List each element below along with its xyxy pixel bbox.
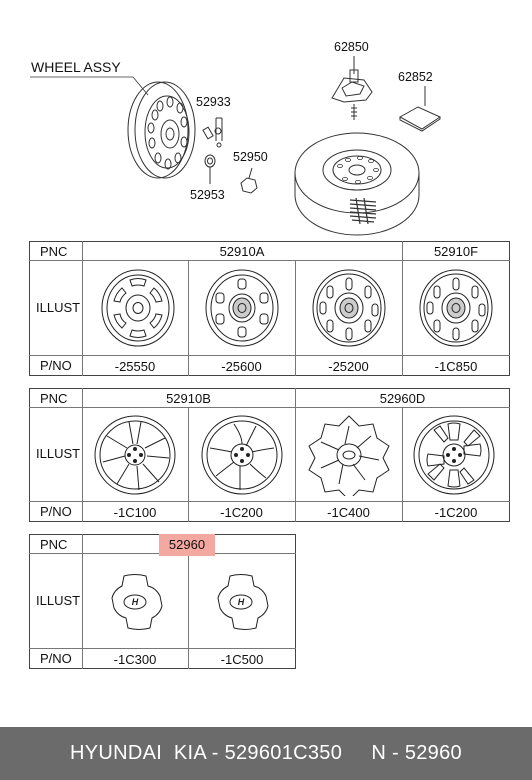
wheel-assy-drawing <box>0 0 532 240</box>
wheel-illust-1C200-b <box>412 414 496 496</box>
pnc-52910B: 52910B <box>166 391 211 406</box>
pnc-52910A: 52910A <box>219 244 265 259</box>
callout-52933: 52933 <box>196 95 231 109</box>
callout-62850: 62850 <box>334 40 369 54</box>
pno-25550: -25550 <box>114 359 156 374</box>
pno-1C400: -1C400 <box>327 505 370 520</box>
pno-label-t1: P/NO <box>40 358 72 373</box>
pnc-label-t1: PNC <box>40 244 68 259</box>
pnc-52910F: 52910F <box>433 244 479 259</box>
pnc-52960-highlight: 52960 <box>159 534 215 556</box>
svg-text:H: H <box>131 597 139 607</box>
pno-1C500: -1C500 <box>220 652 264 667</box>
illust-label-t1: ILLUST <box>36 300 81 315</box>
wheel-illust-1C100 <box>93 414 177 496</box>
illust-label-t2: ILLUST <box>36 446 81 461</box>
svg-text:H: H <box>237 597 245 607</box>
wheel-illust-25550 <box>100 268 176 348</box>
pno-1C200-b: -1C200 <box>434 505 478 520</box>
pnc-label-t3: PNC <box>40 537 68 552</box>
wheel-illust-25600 <box>204 268 280 348</box>
pnc-52960D: 52960D <box>379 391 426 406</box>
pno-25600: -25600 <box>221 359 262 374</box>
hubcap-illust-1C300 <box>106 574 164 630</box>
callout-62852: 62852 <box>398 70 433 84</box>
wheel-illust-1C400 <box>307 414 391 496</box>
pno-1C100: -1C100 <box>113 505 157 520</box>
pno-25200: -25200 <box>328 359 369 374</box>
pnc-label-t2: PNC <box>40 391 68 406</box>
wheel-illust-1C850 <box>418 268 494 348</box>
pno-1C850: -1C850 <box>434 359 478 374</box>
pno-1C200-a: -1C200 <box>220 505 263 520</box>
callout-52950: 52950 <box>233 150 268 164</box>
callout-52953: 52953 <box>190 188 225 202</box>
wheel-illust-25200 <box>311 268 387 348</box>
part-number-footer: HYUNDAI KIA - 529601C350 N - 52960 <box>0 727 532 780</box>
pno-1C300: -1C300 <box>113 652 157 667</box>
illust-label-t3: ILLUST <box>36 593 81 608</box>
pno-label-t2: P/NO <box>40 504 72 519</box>
pno-label-t3: P/NO <box>40 651 72 666</box>
wheel-assy-label: WHEEL ASSY <box>31 59 121 75</box>
wheel-illust-1C200-a <box>200 414 284 496</box>
hubcap-illust-1C500 <box>212 574 270 630</box>
